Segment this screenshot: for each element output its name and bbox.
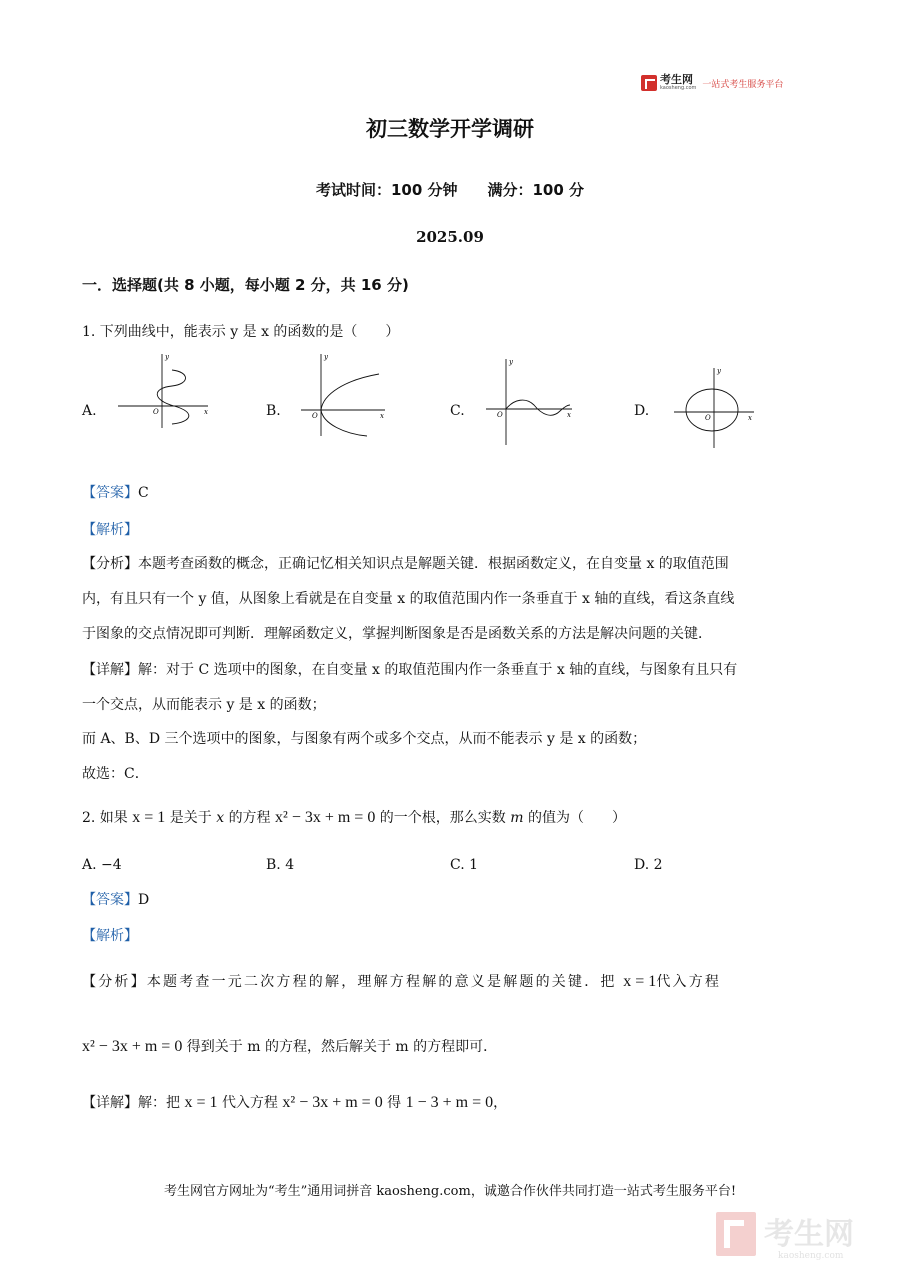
q1-xiangjie-text-1: 解：对于 C 选项中的图象，在自变量 x 的取值范围内作一条垂直于 x 轴的直线，与图象有且只有 (138, 662, 738, 678)
q2-answer-tag: 【答案】 (82, 892, 138, 908)
q1-graph-b-y-label: y (324, 353, 328, 361)
q2-stem-part-3: 的方程 (228, 810, 271, 826)
section-heading: 一．选择题(共 8 小题，每小题 2 分，共 16 分) (82, 276, 409, 294)
q2-xiangjie-tag: 【详解】 (82, 1095, 138, 1111)
q2-stem-eq-2: x² − 3x + m = 0 (275, 809, 376, 826)
q2-fenxi-line-1 (82, 972, 721, 992)
q1-analysis-tag: 【解析】 (82, 522, 138, 538)
q1-xiangjie-line-4: 故选：C． (82, 766, 149, 782)
watermark-logo (712, 1208, 882, 1263)
q2-option-a: A. −4 (82, 857, 122, 873)
q1-xiangjie-tag: 【详解】 (82, 662, 138, 678)
q2-xiangjie-a: 解：把 (138, 1095, 180, 1111)
q1-xiangjie-line-1 (82, 660, 737, 680)
q1-graph-c-origin: O (497, 411, 503, 419)
q1-graph-a (112, 350, 212, 430)
watermark-url: kaosheng.com (778, 1251, 844, 1261)
q1-answer-tag: 【答案】 (82, 485, 138, 501)
exam-title: 初三数学开学调研 (366, 117, 534, 141)
q1-answer-value: C (138, 485, 149, 501)
logo-name: 考生网 (660, 73, 693, 86)
q2-option-b: B. 4 (266, 857, 295, 873)
q1-fenxi-tag: 【分析】 (82, 556, 138, 572)
q1-graph-a-y-label: y (165, 353, 169, 361)
q2-stem (82, 808, 626, 828)
q2-xiangjie-line (82, 1093, 507, 1113)
q2-fenxi-text-1: 本题考查一元二次方程的解，理解方程解的意义是解题的关键．把 (146, 974, 617, 990)
exam-date: 2025.09 (416, 228, 484, 246)
q2-option-c: C. 1 (450, 857, 479, 873)
q2-xiangjie-c: 得 (387, 1095, 402, 1111)
q1-fenxi-line-2: 内，有且只有一个 y 值，从图象上看就是在自变量 x 的取值范围内作一条垂直于 x 轴的直线，看这条直线 (82, 591, 735, 607)
watermark (712, 1208, 882, 1263)
q2-fenxi-tag: 【分析】 (82, 974, 147, 990)
q2-xiangjie-b: 代入方程 (221, 1095, 278, 1111)
q1-option-b-label: B. (266, 403, 281, 419)
logo-icon (641, 75, 657, 91)
q1-graph-c-x-label: x (567, 411, 571, 419)
q2-xiangjie-eq-2: x² − 3x + m = 0 (282, 1094, 383, 1111)
q1-graph-d-y-label: y (717, 367, 721, 375)
q1-option-c-label: C. (450, 403, 465, 419)
q1-graph-a-origin: O (153, 408, 159, 416)
q1-graph-a-x-label: x (204, 408, 208, 416)
q1-graph-b-x-label: x (380, 412, 384, 420)
q2-answer-value: D (138, 892, 150, 908)
q2-stem-var-x: x (216, 810, 225, 826)
q2-stem-part-5: 的值为（ ） (527, 810, 626, 826)
q1-graph-d (668, 364, 758, 450)
q2-stem-var-m: m (510, 810, 524, 826)
q2-fenxi-text-2: 得到关于 m 的方程，然后解关于 m 的方程即可． (186, 1039, 498, 1055)
q2-fenxi-text-1-end: 代入方程 (656, 974, 722, 990)
logo-slogan: 一站式考生服务平台 (702, 79, 784, 90)
q2-stem-part-4: 的一个根，那么实数 (379, 810, 506, 826)
logo-url: kaosheng.com (660, 85, 697, 91)
q2-xiangjie-d: ， (493, 1095, 508, 1111)
q1-graph-d-origin: O (705, 414, 711, 422)
q2-xiangjie-eq-3: 1 − 3 + m = 0 (405, 1094, 494, 1111)
q2-answer-line (82, 890, 149, 910)
q1-fenxi-text-1: 本题考查函数的概念，正确记忆相关知识点是解题关键．根据函数定义，在自变量 x 的取值范围 (138, 556, 729, 572)
q2-fenxi-eq-1: x = 1 (623, 973, 657, 990)
q1-graph-b-origin: O (312, 412, 318, 420)
q1-graph-d-x-label: x (748, 414, 752, 422)
q1-fenxi-line-1 (82, 554, 729, 574)
q2-fenxi-line-2 (82, 1037, 497, 1057)
exam-subtitle: 考试时间：100 分钟 满分：100 分 (315, 181, 585, 199)
footer-text: 考生网官方网址为“考生”通用词拼音 kaosheng.com，诚邀合作伙伴共同打造一站式考生服务平台! (163, 1184, 737, 1199)
q2-option-d: D. 2 (634, 857, 663, 873)
q2-fenxi-eq-2: x² − 3x + m = 0 (82, 1038, 183, 1055)
watermark-icon (716, 1212, 756, 1256)
q1-graph-c-y-label: y (509, 358, 513, 366)
header-logo (641, 72, 801, 94)
q2-xiangjie-eq-1: x = 1 (184, 1094, 218, 1111)
q2-stem-eq-1: x = 1 (132, 809, 166, 826)
q1-option-a-label: A. (82, 403, 97, 419)
q1-answer-line (82, 483, 149, 503)
q1-fenxi-line-3: 于图象的交点情况即可判断．理解函数定义，掌握判断图象是否是函数关系的方法是解决问题的关键． (82, 626, 712, 642)
q1-option-d-label: D. (634, 403, 650, 419)
q1-xiangjie-line-2: 一个交点，从而能表示 y 是 x 的函数； (82, 697, 326, 713)
q1-graph-c (482, 355, 577, 447)
q2-analysis-tag: 【解析】 (82, 928, 138, 944)
watermark-text: 考生网 (764, 1217, 854, 1252)
q1-stem: 1. 下列曲线中，能表示 y 是 x 的函数的是（ ） (82, 324, 400, 340)
q1-graph-b (295, 350, 390, 438)
q1-xiangjie-line-3: 而 A、B、D 三个选项中的图象，与图象有两个或多个交点，从而不能表示 y 是 x 的函数； (82, 731, 647, 747)
q2-stem-part-1: 2. 如果 (82, 810, 128, 826)
q2-stem-part-2: 是关于 (169, 810, 212, 826)
